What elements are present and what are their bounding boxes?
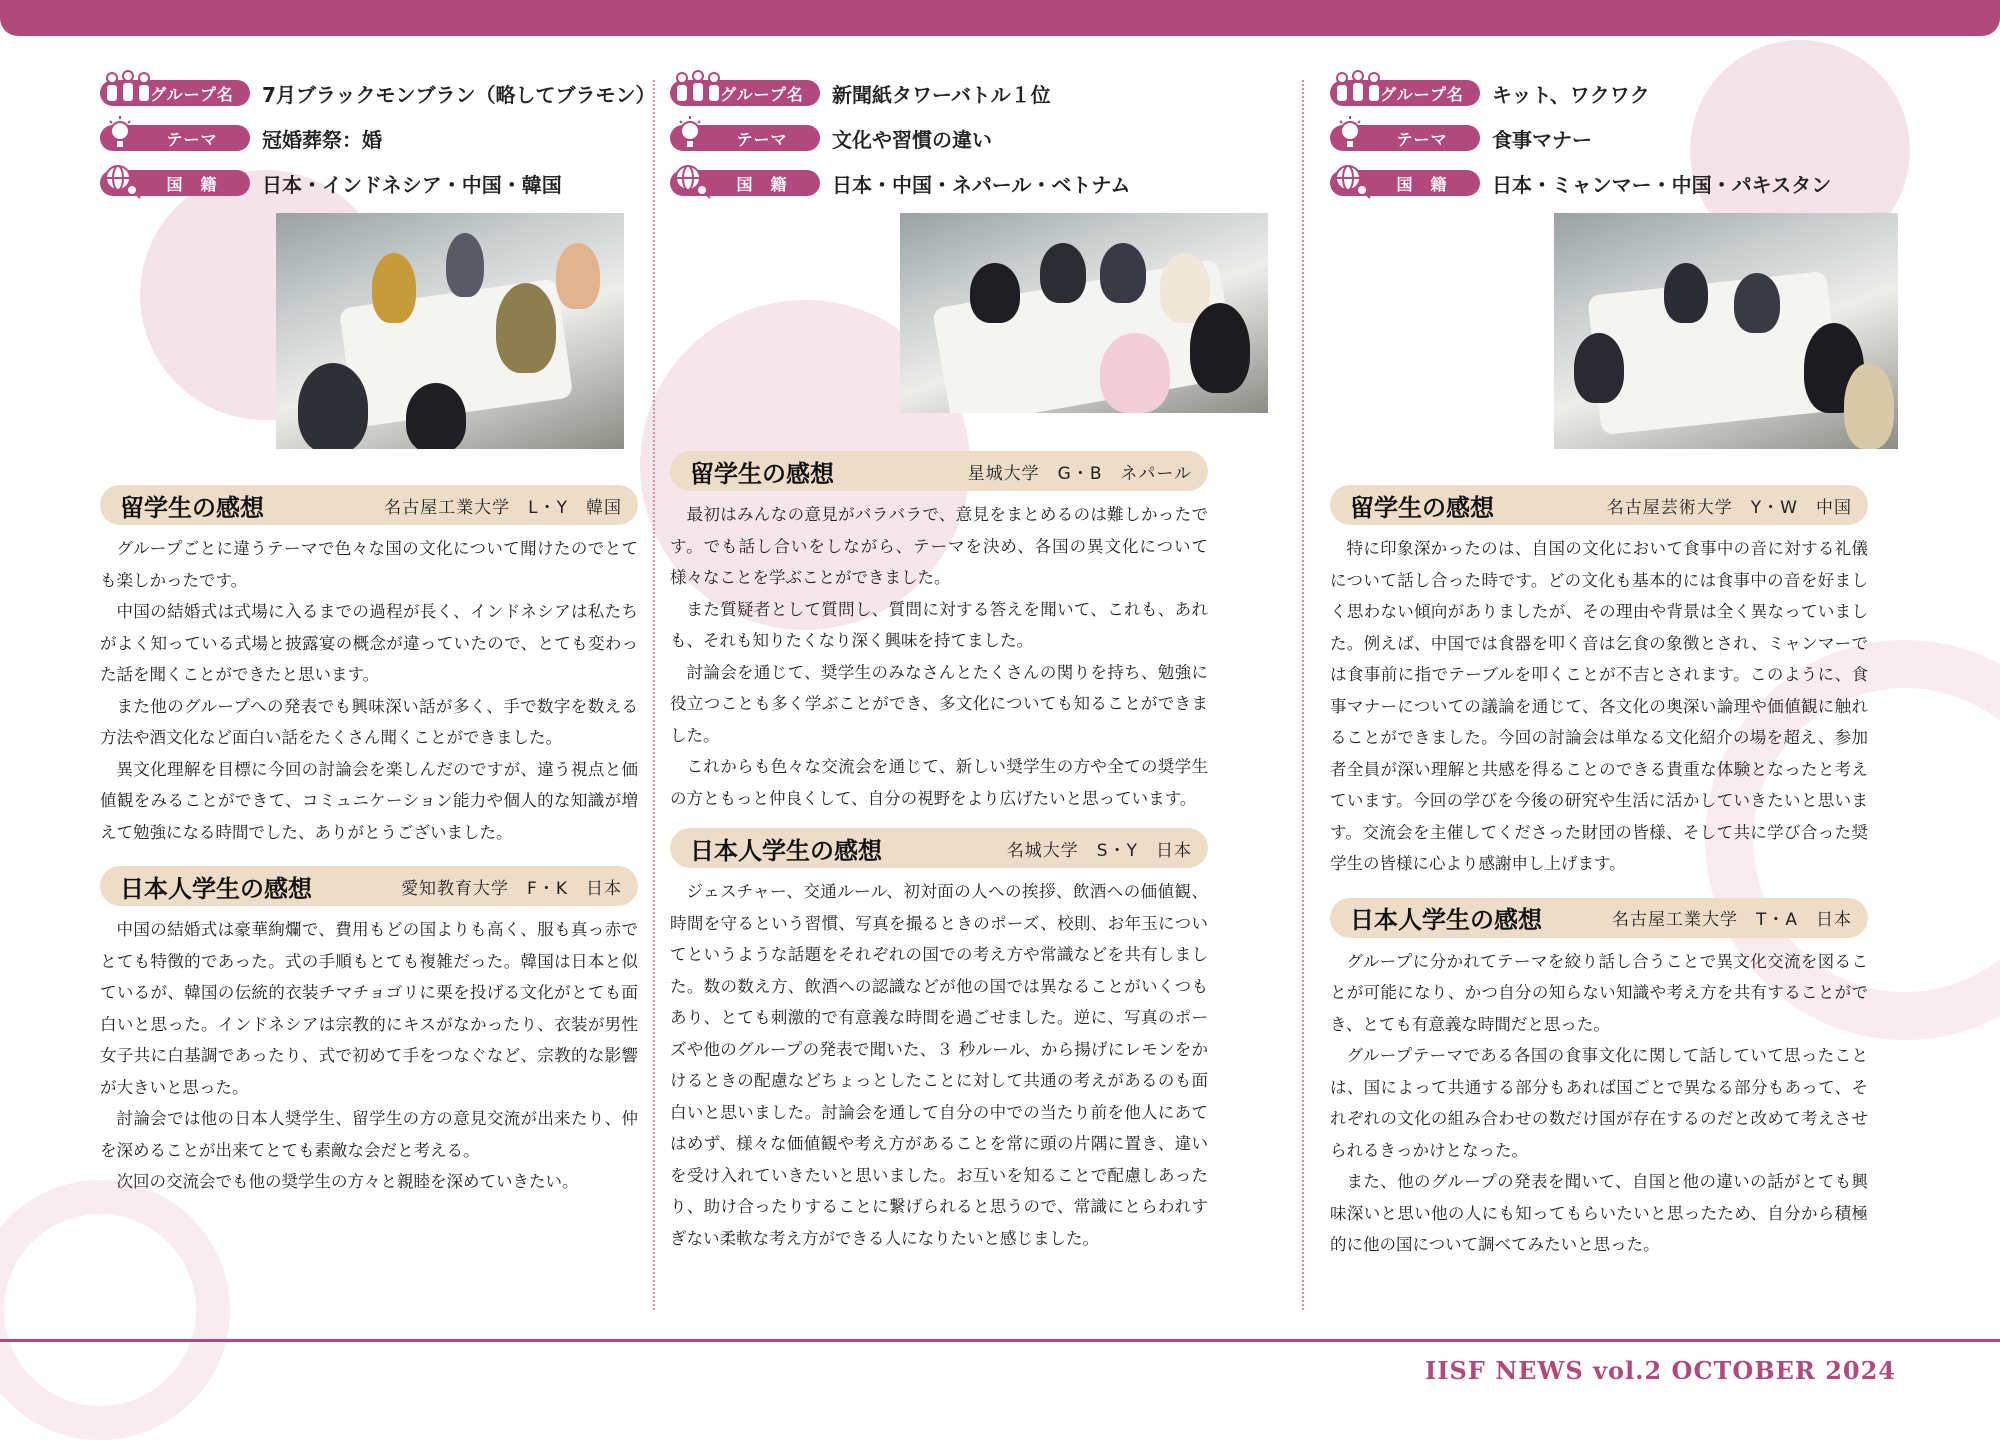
paragraph: 討論会を通じて、奨学生のみなさんとたくさんの関りを持ち、勉強に役立つことも多く学ぶことができ、多文化についても知ることができました。 <box>670 662 1208 745</box>
paragraph: 特に印象深かったのは、自国の文化において食事中の音に対する礼儀について話し合った時です。どの文化も基本的には食事中の音を好ましく思わない傾向がありましたが、その理由や背景は全く異なっていました。例えば、中国では食器を叩く音は乞食の象徴とされ、ミャンマーでは食事前に指でテーブルを叩くことが不吉とされます。このように、食事マナーについての議論を通じて、各文化の奥深い論理や価値観に触れることができました。今回の討論会は単なる文化紹介の場を超え、参加者全員が深い理解と共感を得ることのできる貴重な体験となったと考えています。今回の学びを今後の研究や生活に活かしていきたいと思います。交流会を主催してくださった財団の皆様、そして共に学び合った奨学生の皆様に心より感謝申し上げます。 <box>1330 539 1868 873</box>
section-author: 愛知教育大学 F・K 日本 <box>401 878 622 899</box>
paragraph: また他のグループへの発表でも興味深い話が多く、手で数字を数える方法や酒文化など面白い話をたくさん聞くことができました。 <box>100 696 638 747</box>
nationality-label-pill <box>100 170 250 196</box>
section-author: 名古屋芸術大学 Y・W 中国 <box>1606 497 1852 518</box>
group-label-pill <box>100 80 250 106</box>
paragraph: 討論会では他の日本人奨学生、留学生の方の意見交流が出来たり、仲を深めることが出来てとても素敵な会だと考える。 <box>100 1109 638 1160</box>
section-header-intl <box>1330 485 1868 525</box>
paragraph: グループテーマである各国の食事文化に関して話していて思ったことは、国によって共通する部分もあれば国ごとで異なる部分もあって、それぞれの文化の組み合わせの数だけ国が存在するのだと改めて考えさせられるきっかけとなった。 <box>1330 1046 1868 1160</box>
globe-icon <box>100 160 156 200</box>
group-name-value: キット、ワクワク <box>1492 82 1650 107</box>
group-label-pill <box>670 80 820 106</box>
theme-value: 文化や習慣の違い <box>832 127 992 152</box>
theme-row <box>100 123 638 153</box>
globe-icon <box>1330 160 1386 200</box>
paragraph: 中国の結婚式は式場に入るまでの過程が長く、インドネシアは私たちがよく知っている式場と披露宴の概念が違っていたので、とても変わった話を聞くことができたと思います。 <box>100 602 638 684</box>
paragraph: グループに分かれてテーマを絞り話し合うことで異文化交流を図ることが可能になり、かつ自分の知らない知識や考え方を共有することができ、とても有意義な時間だと思った。 <box>1330 951 1868 1034</box>
section-header-japanese <box>1330 898 1868 938</box>
top-banner-bar <box>0 0 2000 36</box>
column-divider <box>653 80 655 1310</box>
nationality-label: 国 籍 <box>1396 174 1448 194</box>
footer-rule <box>0 1339 2000 1342</box>
section-title: 日本人学生の感想 <box>1350 906 1542 934</box>
paragraph: また質疑者として質問し、質問に対する答えを聞いて、これも、あれも、それも知りたくなり深く興味を持てました。 <box>670 599 1208 650</box>
section-header-japanese <box>100 866 638 906</box>
section-header-intl <box>100 485 638 525</box>
nationality-label: 国 籍 <box>166 174 218 194</box>
paragraph: ジェスチャー、交通ルール、初対面の人への挨拶、飲酒への価値観、時間を守るという習慣、写真を撮るときのポーズ、校則、お年玉についてというような話題をそれぞれの国での考え方や常識などを共有しました。数の数え方、飲酒への認識などが他の国では異なることがいくつもあり、とても刺激的で有意義な時間を過ごせました。逆に、写真のポーズや他のグループの発表で聞いた、３ 秒ルール、から揚げにレモンをかけるときの配慮などちょっとしたことに対して共通の考えがあるのも面白いと思いました。討論会を通して自分の中での当たり前を他人にあてはめず、様々な価値観や考え方があることを常に頭の片隅に置き、違いを受け入れていきたいと思いました。お互いを知ることで配慮しあったり、助け合ったりすることに繋げられると思うので、常識にとらわれすぎない柔軟な考え方ができる人になりたいと感じました。 <box>670 882 1208 1248</box>
paragraph: これからも色々な交流会を通じて、新しい奨学生の方や全ての奨学生の方ともっと仲良くして、自分の視野をより広げたいと思っています。 <box>670 757 1208 808</box>
theme-label: テーマ <box>1396 129 1448 149</box>
column-divider <box>1302 80 1304 1310</box>
people-icon <box>1330 70 1386 110</box>
nationality-value: 日本・ミャンマー・中国・パキスタン <box>1492 172 1832 197</box>
section-title: 日本人学生の感想 <box>120 874 312 903</box>
nationality-row <box>670 168 1208 198</box>
paragraph: 最初はみんなの意見がバラバラで、意見をまとめるのは難しかったです。でも話し合いをしながら、テーマを決め、各国の異文化について様々なことを学ぶことができました。 <box>670 505 1208 587</box>
group-photo <box>276 213 624 449</box>
theme-label-pill <box>100 125 250 151</box>
theme-label-pill <box>670 125 820 151</box>
globe-icon <box>670 160 726 200</box>
paragraph: 次回の交流会でも他の奨学生の方々と親睦を深めていきたい。 <box>116 1172 579 1191</box>
footer-issue-label: IISF NEWS vol.2 OCTOBER 2024 <box>1425 1356 1896 1385</box>
group-name-row <box>1330 78 1868 108</box>
decorative-ring <box>0 1180 230 1440</box>
group-photo <box>900 213 1268 413</box>
group-photo <box>1554 213 1898 449</box>
theme-label-pill <box>1330 125 1480 151</box>
paragraph: 異文化理解を目標に今回の討論会を楽しんだのですが、違う視点と価値観をみることができて、コミュニケーション能力や個人的な知識が増えて勉強になる時間でした、ありがとうございました。 <box>100 759 638 842</box>
group-name-value: 新聞紙タワーバトル１位 <box>832 82 1051 107</box>
nationality-label: 国 籍 <box>736 174 788 194</box>
nationality-label-pill <box>1330 170 1480 196</box>
group-label: グループ名 <box>150 84 234 104</box>
people-icon <box>670 70 726 110</box>
section-author: 名古屋工業大学 L・Y 韓国 <box>384 497 622 518</box>
lightbulb-icon <box>1330 115 1386 155</box>
group-column-3 <box>1330 78 1868 1261</box>
group-name-value: 7月ブラックモンブラン（略してブラモン） <box>262 82 656 107</box>
nationality-row <box>100 168 638 198</box>
group-column-2 <box>670 78 1208 1254</box>
nationality-value: 日本・インドネシア・中国・韓国 <box>262 172 562 197</box>
paragraph: グループごとに違うテーマで色々な国の文化について聞けたのでとても楽しかったです。 <box>100 539 638 590</box>
people-icon <box>100 70 156 110</box>
group-name-row <box>670 78 1208 108</box>
theme-value: 冠婚葬祭：婚 <box>262 127 382 152</box>
section-header-intl <box>670 451 1208 491</box>
section-author: 名城大学 S・Y 日本 <box>1006 840 1192 861</box>
nationality-label-pill <box>670 170 820 196</box>
section-author: 星城大学 G・B ネパール <box>967 463 1192 484</box>
section-title: 留学生の感想 <box>690 459 834 488</box>
section-title: 留学生の感想 <box>1350 493 1494 522</box>
theme-label: テーマ <box>166 129 218 149</box>
theme-value: 食事マナー <box>1492 127 1592 152</box>
section-title: 日本人学生の感想 <box>690 836 882 865</box>
group-label: グループ名 <box>1380 84 1464 104</box>
group-name-row <box>100 78 656 108</box>
theme-label: テーマ <box>736 129 788 149</box>
section-title: 留学生の感想 <box>120 493 264 522</box>
theme-row <box>1330 123 1868 153</box>
group-column-1 <box>100 78 656 1198</box>
group-label: グループ名 <box>720 84 804 104</box>
group-label-pill <box>1330 80 1480 106</box>
section-author: 名古屋工業大学 T・A 日本 <box>1611 910 1852 930</box>
nationality-row <box>1330 168 1868 198</box>
lightbulb-icon <box>100 115 156 155</box>
theme-row <box>670 123 1208 153</box>
paragraph: また、他のグループの発表を聞いて、自国と他の違いの話がとても興味深いと思い他の人にも知ってもらいたいと思ったため、自分から積極的に他の国について調べてみたいと思った。 <box>1330 1172 1868 1254</box>
lightbulb-icon <box>670 115 726 155</box>
section-header-japanese <box>670 828 1208 868</box>
nationality-value: 日本・中国・ネパール・ベトナム <box>832 172 1131 197</box>
paragraph: 中国の結婚式は豪華絢爛で、費用もどの国よりも高く、服も真っ赤でとても特徴的であった。式の手順もとても複雑だった。韓国は日本と似ているが、韓国の伝統的衣装チマチョゴリに栗を投げる文化がとても面白いと思った。インドネシアは宗教的にキスがなかったり、衣装が男性女子共に白基調であったり、式で初めて手をつなぐなど、宗教的な影響が大きいと思った。 <box>100 920 638 1097</box>
